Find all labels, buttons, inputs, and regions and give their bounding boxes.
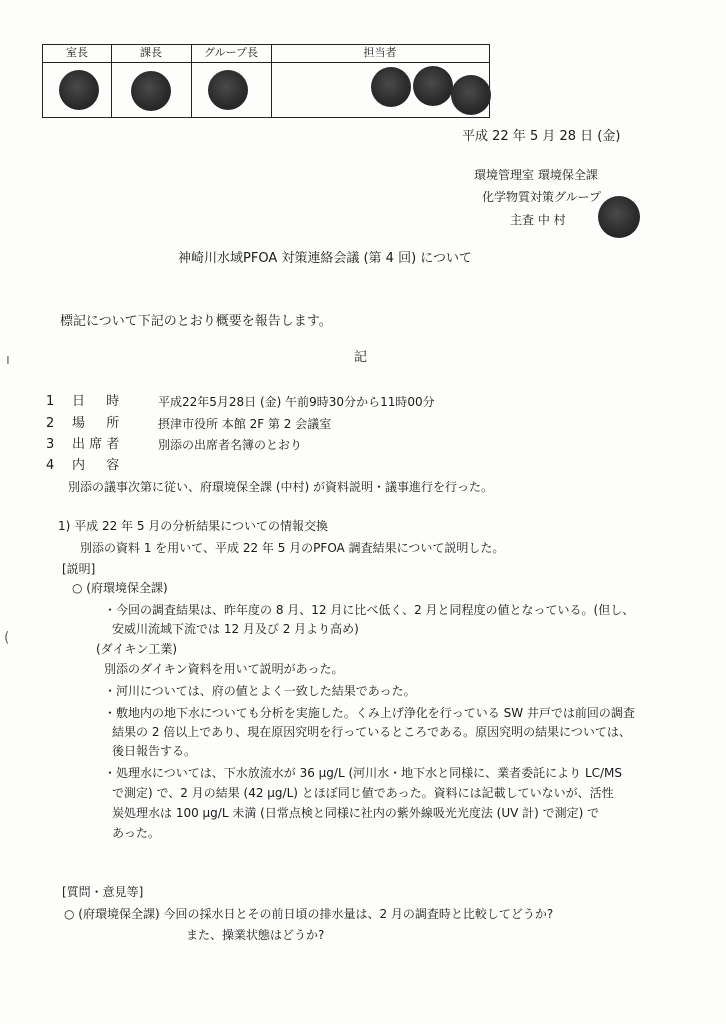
department-group: 化学物質対策グループ xyxy=(482,190,602,204)
bullet-text: 炭処理水は 100 μg/L 未満 (日常点検と同様に社内の紫外線吸光光度法 (UV 計) で測定) で xyxy=(112,806,600,820)
seal-stamp-icon xyxy=(208,70,248,110)
bullet-text: ・敷地内の地下水についても分析を実施した。くみ上げ浄化を行っている SW 井戸では前回の調査 xyxy=(104,706,635,720)
speaker-label: (ダイキン工業) xyxy=(96,642,178,656)
content-intro: 別添の議事次第に従い、府環境保全課 (中村) が資料説明・議事進行を行った。 xyxy=(68,480,493,494)
bullet-text: 安威川流域下流では 12 月及び 2 月より高め) xyxy=(112,622,359,636)
bullet-text: ・今回の調査結果は、昨年度の 8 月、12 月に比べ低く、2 月と同程度の値となっている。(但し、 xyxy=(104,603,635,617)
scan-mark: ı xyxy=(6,352,10,368)
intro-text: 標記について下記のとおり概要を報告します。 xyxy=(60,314,332,329)
approval-label-kacho: 課長 xyxy=(140,46,162,59)
item-value: 別添の出席者名簿のとおり xyxy=(158,438,303,452)
approval-stamp-table xyxy=(42,44,490,118)
item-label: 日 時 xyxy=(72,394,120,409)
bullet-text: ・河川については、府の値とよく一致した結果であった。 xyxy=(104,684,416,698)
question-text: また、操業状態はどうか? xyxy=(186,928,325,942)
bullet-text: 結果の 2 倍以上であり、現在原因究明を行っているところである。原因究明の結果については、 xyxy=(112,725,631,739)
bullet-text: あった。 xyxy=(112,826,160,840)
bullet-text: ・処理水については、下水放流水が 36 μg/L (河川水・地下水と同様に、業者委託により LC/MS xyxy=(104,766,623,780)
document-title: 神崎川水域PFOA 対策連絡会議 (第 4 回) について xyxy=(178,251,473,266)
bullet-text: で測定) で、2 月の結果 (42 μg/L) とほぼ同じ値であった。資料には記載していないが、活性 xyxy=(112,786,614,800)
explanation-label: [説明] xyxy=(62,562,96,576)
section-heading: 1) 平成 22 年 5 月の分析結果についての情報交換 xyxy=(58,519,329,533)
item-label: 場 所 xyxy=(72,416,120,431)
item-number: 3 xyxy=(46,437,55,452)
scan-mark: ( xyxy=(4,630,10,646)
author-seal-icon xyxy=(598,196,640,238)
item-value: 平成22年5月28日 (金) 午前9時30分から11時00分 xyxy=(158,395,435,409)
department-office: 環境管理室 環境保全課 xyxy=(474,168,598,182)
speaker-label: ○ (府環境保全課) xyxy=(72,581,168,595)
document-date: 平成 22 年 5 月 28 日 (金) xyxy=(462,129,621,144)
speaker-intro: 別添のダイキン資料を用いて説明があった。 xyxy=(104,662,344,676)
approval-label-tantosha: 担当者 xyxy=(363,46,397,59)
question-text: ○ (府環境保全課) 今回の採水日とその前日頃の排水量は、2 月の調査時と比較してどうか? xyxy=(64,907,554,921)
approval-label-group-leader: グループ長 xyxy=(203,46,259,59)
item-number: 2 xyxy=(46,416,55,431)
seal-stamp-icon xyxy=(451,75,491,115)
bullet-text: 後日報告する。 xyxy=(112,744,197,758)
item-number: 4 xyxy=(46,458,55,473)
ki-heading: 記 xyxy=(354,350,368,365)
author-name: 主査 中 村 xyxy=(510,213,566,227)
item-value: 摂津市役所 本館 2F 第 2 会議室 xyxy=(158,417,332,431)
seal-stamp-icon xyxy=(59,70,99,110)
seal-stamp-icon xyxy=(413,66,453,106)
seal-stamp-icon xyxy=(131,71,171,111)
item-label: 出 席 者 xyxy=(72,437,120,452)
item-label: 内 容 xyxy=(72,458,120,473)
qa-heading: [質問・意見等] xyxy=(62,885,144,899)
seal-stamp-icon xyxy=(371,67,411,107)
approval-label-shitsucho: 室長 xyxy=(66,46,88,59)
item-number: 1 xyxy=(46,394,55,409)
section-description: 別添の資料 1 を用いて、平成 22 年 5 月のPFOA 調査結果について説明した。 xyxy=(80,541,505,555)
